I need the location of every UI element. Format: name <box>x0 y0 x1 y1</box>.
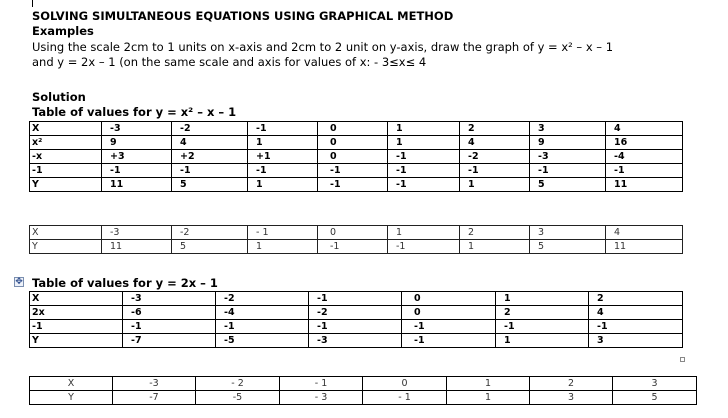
table-cell: 4 <box>172 136 248 150</box>
table-cell: 2 <box>460 226 530 240</box>
table-cell: -1 <box>496 320 589 334</box>
table-cell: 3 <box>589 334 683 348</box>
table-cell: -1 <box>402 334 496 348</box>
table-cell: 2 <box>530 377 613 391</box>
table-row <box>30 292 683 306</box>
table-cell: -7 <box>113 391 196 405</box>
table-cell: -3 <box>113 377 196 391</box>
table1-caption: Table of values for y = x² – x – 1 <box>32 105 237 119</box>
table-cell: -4 <box>216 306 309 320</box>
table-cell: 3 <box>530 391 613 405</box>
table-cell: -1 <box>318 178 388 192</box>
table-cell: -1 <box>309 292 402 306</box>
table-cell: 0 <box>318 226 388 240</box>
table-cell: X <box>30 377 113 391</box>
table-cell: -1 <box>460 164 530 178</box>
table-row <box>30 320 683 334</box>
table-cell: 5 <box>530 178 606 192</box>
table-cell: -1 <box>248 164 318 178</box>
table-cell: -3 <box>530 150 606 164</box>
table-row <box>30 226 683 240</box>
table-cell: X <box>30 226 102 240</box>
table-cell: X <box>30 122 102 136</box>
table-cell: 1 <box>460 240 530 254</box>
table-row <box>30 334 683 348</box>
table-cell: -1 <box>216 320 309 334</box>
table-cell: -2 <box>216 292 309 306</box>
table-cell: 3 <box>530 122 606 136</box>
table-summary-quadratic <box>29 225 683 254</box>
table-cell: Y <box>30 334 123 348</box>
table-cell: - 2 <box>196 377 280 391</box>
table-row <box>30 391 697 405</box>
table-cell: -1 <box>388 178 460 192</box>
table-cell: 0 <box>318 122 388 136</box>
table-cell: 5 <box>172 178 248 192</box>
table-cell: +1 <box>248 150 318 164</box>
table-cell: -4 <box>606 150 683 164</box>
table-cell: 9 <box>530 136 606 150</box>
table-cell: -2 <box>172 226 248 240</box>
table-cell: -3 <box>102 226 172 240</box>
table-cell: Y <box>30 391 113 405</box>
table-cell: 4 <box>460 136 530 150</box>
table-row <box>30 306 683 320</box>
table-cell: -3 <box>123 292 216 306</box>
table-row <box>30 377 697 391</box>
table-row <box>30 136 683 150</box>
table-row <box>30 178 683 192</box>
table-move-handle-icon[interactable]: ✥ <box>15 277 23 287</box>
table-cell: - 1 <box>280 377 363 391</box>
table-row <box>30 122 683 136</box>
table-cell: 1 <box>388 226 460 240</box>
table-cell: 4 <box>606 122 683 136</box>
table-cell: 1 <box>248 178 318 192</box>
table-cell: 1 <box>388 136 460 150</box>
solution-label: Solution <box>32 90 86 104</box>
table-cell: -1 <box>388 150 460 164</box>
table-cell: -1 <box>123 320 216 334</box>
table-cell: -1 <box>318 164 388 178</box>
table-cell: -1 <box>309 320 402 334</box>
table-cell: -1 <box>402 320 496 334</box>
table-cell: 5 <box>172 240 248 254</box>
table-cell: 5 <box>530 240 606 254</box>
table-cell: -2 <box>460 150 530 164</box>
table-cell: -1 <box>388 164 460 178</box>
table-cell: 9 <box>102 136 172 150</box>
table-cell: +3 <box>102 150 172 164</box>
table-cell: 1 <box>460 178 530 192</box>
table-cell: 2 <box>496 306 589 320</box>
table-cell: -1 <box>30 164 102 178</box>
table-cell: 1 <box>248 136 318 150</box>
instruction-line-1: Using the scale 2cm to 1 units on x-axis and 2cm to 2 unit on y-axis, draw the graph of y = x² – x – 1 <box>32 40 614 54</box>
table-cell: 1 <box>496 334 589 348</box>
table-cell: - 3 <box>280 391 363 405</box>
instruction-line-2: and y = 2x – 1 (on the same scale and axis for values of x: - 3≤x≤ 4 <box>32 55 427 69</box>
table-cell: -1 <box>30 320 123 334</box>
table-values-quadratic <box>29 121 683 192</box>
table-cell: -3 <box>102 122 172 136</box>
table-cell: -5 <box>196 391 280 405</box>
table-cell: 11 <box>102 178 172 192</box>
table-cell: - 1 <box>363 391 447 405</box>
table-cell: -2 <box>172 122 248 136</box>
table-cell: 2x <box>30 306 123 320</box>
table-cell: -5 <box>216 334 309 348</box>
table-cell: 0 <box>318 150 388 164</box>
table-cell: 1 <box>388 122 460 136</box>
table-cell: -1 <box>606 164 683 178</box>
table-cell: -2 <box>309 306 402 320</box>
table-cell: -6 <box>123 306 216 320</box>
table-cell: 0 <box>318 136 388 150</box>
table-row <box>30 240 683 254</box>
table3-caption: Table of values for y = 2x – 1 <box>32 276 218 290</box>
table-cell: 2 <box>460 122 530 136</box>
table-cell: 4 <box>606 226 683 240</box>
table-cell: 11 <box>102 240 172 254</box>
table-cell: +2 <box>172 150 248 164</box>
table-cell: 5 <box>613 391 697 405</box>
table-cell: 4 <box>589 306 683 320</box>
table-cell: 1 <box>447 377 530 391</box>
table-cell: x² <box>30 136 102 150</box>
table-values-linear <box>29 291 683 348</box>
examples-heading: Examples <box>32 24 94 38</box>
table-row <box>30 164 683 178</box>
table-cell: 2 <box>589 292 683 306</box>
table-cell: Y <box>30 178 102 192</box>
table-cell: 3 <box>530 226 606 240</box>
table-resize-handle-icon[interactable] <box>680 357 685 362</box>
text-cursor <box>32 0 33 7</box>
table-cell: 3 <box>613 377 697 391</box>
document-heading: SOLVING SIMULTANEOUS EQUATIONS USING GRAPHICAL METHOD <box>32 9 454 23</box>
table-cell: -1 <box>248 122 318 136</box>
table-summary-linear <box>29 376 697 405</box>
table-cell: 11 <box>606 240 683 254</box>
table-cell: -3 <box>309 334 402 348</box>
table-cell: -1 <box>172 164 248 178</box>
table-cell: -1 <box>388 240 460 254</box>
table-cell: 16 <box>606 136 683 150</box>
table-cell: -1 <box>318 240 388 254</box>
table-cell: -7 <box>123 334 216 348</box>
table-cell: 1 <box>496 292 589 306</box>
table-cell: Y <box>30 240 102 254</box>
table-cell: 0 <box>402 306 496 320</box>
table-cell: -1 <box>102 164 172 178</box>
table-cell: -x <box>30 150 102 164</box>
table-cell: 0 <box>363 377 447 391</box>
table-cell: 0 <box>402 292 496 306</box>
table-cell: -1 <box>589 320 683 334</box>
table-cell: 1 <box>447 391 530 405</box>
table-cell: 11 <box>606 178 683 192</box>
table-cell: X <box>30 292 123 306</box>
table-cell: - 1 <box>248 226 318 240</box>
table-row <box>30 150 683 164</box>
table-cell: 1 <box>248 240 318 254</box>
table-cell: -1 <box>530 164 606 178</box>
